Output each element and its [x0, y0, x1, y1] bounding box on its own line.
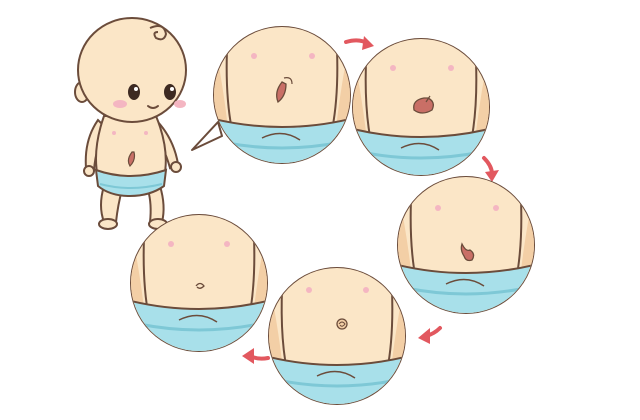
baby-left-hand — [84, 166, 94, 176]
baby-cheek-left — [113, 100, 127, 108]
stage-1-circle — [210, 20, 354, 170]
speech-pointer — [192, 122, 222, 150]
baby-torso — [96, 116, 166, 178]
baby-right-eye — [164, 84, 176, 100]
stage-3-circle — [394, 170, 538, 320]
baby-right-eye-shine — [170, 87, 174, 91]
stage-4-circle — [265, 261, 409, 411]
drying-cord-stump-icon — [414, 98, 434, 113]
baby-cheek-right — [174, 100, 186, 108]
baby-head — [78, 18, 186, 122]
arrow-stage3-to-stage4 — [418, 328, 440, 344]
arrow-stage2-to-stage3 — [484, 158, 499, 182]
arrow-stage4-to-stage5 — [242, 348, 268, 364]
baby-left-eye-shine — [134, 87, 138, 91]
baby-figure — [75, 18, 186, 229]
stage-5-circle — [127, 208, 271, 358]
baby-left-eye — [128, 84, 140, 100]
baby-nipple-left — [112, 131, 116, 135]
arrow-stage1-to-stage2 — [346, 36, 374, 50]
baby-left-foot — [99, 219, 117, 229]
baby-nipple-right — [144, 131, 148, 135]
baby-right-hand — [171, 162, 181, 172]
stage-2-circle — [349, 32, 493, 182]
